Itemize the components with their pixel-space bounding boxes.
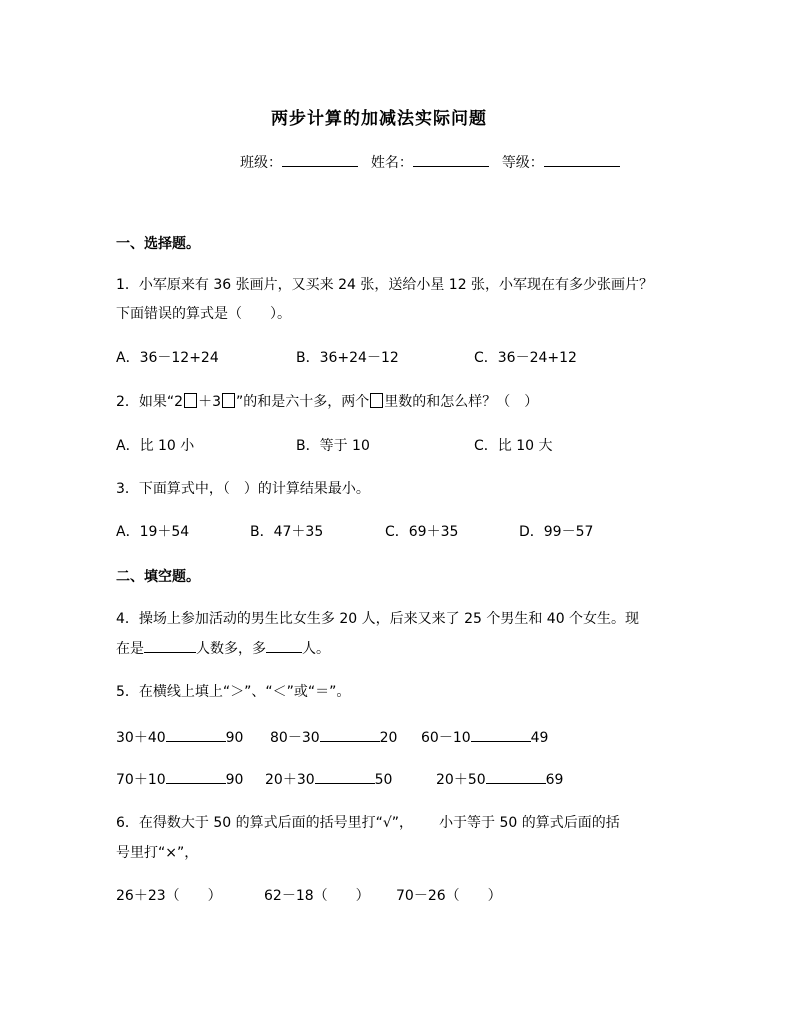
q1-option-b[interactable]: B．36+24－12: [296, 350, 399, 366]
q6-item[interactable]: 70－26（ ）: [396, 888, 502, 904]
page-title: 两步计算的加减法实际问题: [271, 109, 487, 129]
q6-item[interactable]: 26＋23（ ）: [116, 888, 222, 904]
section-heading-fill: 二、填空题。: [116, 569, 200, 585]
q3-option-d[interactable]: D．99－57: [519, 524, 594, 540]
expr-right: 20: [379, 730, 398, 746]
q6-line1: [116, 813, 620, 833]
q1-line1: 1．小军原来有 36 张画片，又买来 24 张，送给小星 12 张，小军现在有多少张画片？: [116, 277, 654, 293]
q2-part2: ＋3: [198, 394, 221, 410]
expr-left: 20＋30: [265, 772, 315, 788]
q4-line2: [116, 638, 330, 659]
q4-text-a: 在是: [116, 641, 144, 657]
blank-box-icon: [370, 393, 383, 408]
q2-option-b[interactable]: B．等于 10: [296, 438, 370, 454]
q2-option-c[interactable]: C．比 10 大: [474, 438, 553, 454]
expr-right: 49: [530, 730, 549, 746]
q4-text-b: 人数多，多: [196, 641, 266, 657]
expr-right: 90: [225, 772, 244, 788]
section-heading-choice: 一、选择题。: [116, 236, 200, 252]
grade-blank[interactable]: [544, 152, 620, 167]
q5-item: [116, 769, 243, 790]
q5-item: [265, 769, 392, 790]
header-fields: [240, 152, 620, 173]
grade-label: 等级：: [501, 155, 544, 171]
name-label: 姓名：: [370, 155, 413, 171]
q5-text: 5．在横线上填上“＞”、“＜”或“＝”。: [116, 684, 351, 700]
expr-right: 50: [374, 772, 393, 788]
answer-blank[interactable]: [315, 769, 375, 784]
q2-part3: ”的和是六十多，两个: [236, 394, 370, 410]
q5-item: [116, 727, 243, 748]
q3-option-b[interactable]: B．47＋35: [250, 524, 324, 540]
q2-part1: 2．如果“2: [116, 394, 184, 410]
answer-blank[interactable]: [471, 727, 531, 742]
answer-blank[interactable]: [486, 769, 546, 784]
blank-box-icon: [184, 393, 197, 408]
expr-left: 20＋50: [436, 772, 486, 788]
class-blank[interactable]: [282, 152, 358, 167]
q5-item: [436, 769, 563, 790]
name-blank[interactable]: [413, 152, 489, 167]
answer-blank[interactable]: [320, 727, 380, 742]
q5-item: [421, 727, 548, 748]
expr-right: 90: [225, 730, 244, 746]
q6-text-a: 6．在得数大于 50 的算式后面的括号里打“√”，: [116, 815, 414, 831]
expr-left: 30＋40: [116, 730, 166, 746]
expr-right: 69: [545, 772, 564, 788]
class-label: 班级：: [240, 155, 282, 171]
answer-blank[interactable]: [166, 727, 226, 742]
expr-left: 80－30: [270, 730, 320, 746]
q5-item: [270, 727, 397, 748]
q1-option-a[interactable]: A．36－12+24: [116, 350, 219, 366]
q6-text-b: 小于等于 50 的算式后面的括: [439, 815, 620, 831]
q1-option-c[interactable]: C．36－24+12: [474, 350, 577, 366]
q1-line2: 下面错误的算式是（ ）。: [116, 306, 291, 322]
expr-left: 70＋10: [116, 772, 166, 788]
answer-blank[interactable]: [166, 769, 226, 784]
q4-line1: 4．操场上参加活动的男生比女生多 20 人，后来又来了 25 个男生和 40 个女生。现: [116, 611, 640, 627]
expr-left: 60－10: [421, 730, 471, 746]
q4-text-c: 人。: [302, 641, 330, 657]
blank-box-icon: [222, 393, 235, 408]
q6-item[interactable]: 62－18（ ）: [264, 888, 370, 904]
q6-line2: 号里打“×”，: [116, 845, 199, 861]
q2-text: [116, 392, 538, 412]
q3-option-c[interactable]: C．69＋35: [385, 524, 459, 540]
q4-blank-1[interactable]: [144, 638, 196, 653]
q3-text: 3．下面算式中，（ ）的计算结果最小。: [116, 481, 370, 497]
q3-option-a[interactable]: A．19＋54: [116, 524, 190, 540]
q4-blank-2[interactable]: [266, 638, 302, 653]
q2-option-a[interactable]: A．比 10 小: [116, 438, 195, 454]
q2-part4: 里数的和怎么样？（ ）: [384, 394, 539, 410]
